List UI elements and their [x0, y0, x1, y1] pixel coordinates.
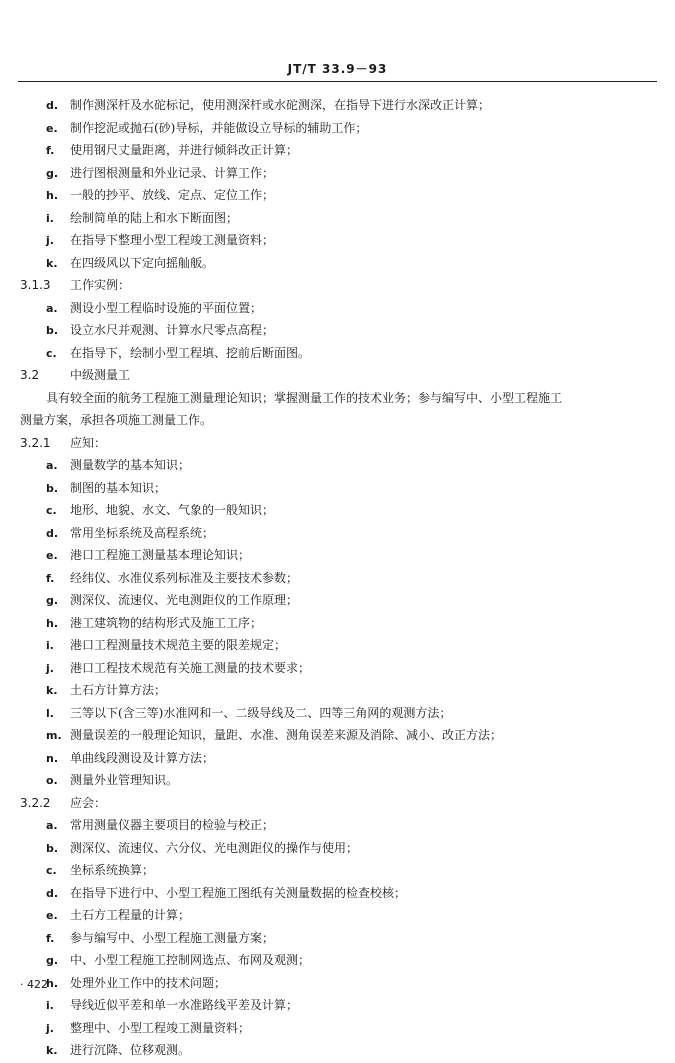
item-letter: e. — [46, 909, 58, 922]
item-letter: n. — [46, 751, 59, 765]
item-letter: m. — [46, 729, 62, 742]
item-letter: f. — [46, 571, 55, 585]
list-item — [20, 1017, 660, 1040]
item-letter: b. — [46, 324, 59, 337]
list-item — [20, 319, 660, 342]
section-number: 3.2 — [20, 368, 40, 382]
item-text: 土石方工程量的计算； — [70, 908, 191, 922]
item-letter: h. — [46, 189, 59, 202]
list-item — [20, 657, 660, 680]
item-text: 进行沉降、位移观测。 — [70, 1043, 191, 1057]
list-item — [20, 769, 660, 792]
item-letter: i. — [46, 211, 54, 225]
item-text: 测深仪、流速仪、六分仪、光电测距仪的操作与使用； — [70, 840, 359, 855]
list-item — [20, 679, 660, 702]
item-letter: b. — [46, 841, 59, 855]
list-item — [20, 949, 660, 972]
list-item — [20, 567, 660, 590]
section-title: 应知： — [70, 435, 107, 450]
list-item — [20, 702, 660, 725]
item-letter: j. — [46, 234, 54, 247]
list-item — [20, 814, 660, 837]
item-text: 进行图根测量和外业记录、计算工作； — [70, 165, 275, 180]
item-text: 参与编写中、小型工程施工测量方案； — [70, 930, 275, 945]
item-letter: l. — [46, 706, 54, 720]
page-number: · 422 — [20, 978, 48, 991]
item-text: 中、小型工程施工控制网选点、布网及观测； — [70, 953, 311, 967]
item-letter: k. — [46, 1044, 58, 1057]
item-letter: k. — [46, 684, 58, 697]
item-letter: e. — [46, 121, 58, 135]
item-letter: f. — [46, 931, 55, 945]
list-item — [20, 162, 660, 185]
list-item — [20, 117, 660, 140]
list-should-know — [20, 454, 660, 792]
item-text: 港工建筑物的结构形式及施工工序； — [70, 615, 263, 630]
section-number: 3.1.3 — [20, 278, 51, 292]
list-item — [20, 252, 660, 275]
list-item — [20, 859, 660, 882]
item-text: 港口工程施工测量基本理论知识； — [70, 548, 251, 562]
item-letter: i. — [46, 639, 54, 652]
item-text: 三等以下(含三等)水准网和一、二级导线及二、四等三角网的观测方法； — [70, 705, 452, 720]
item-text: 常用坐标系统及高程系统； — [70, 525, 215, 540]
list-item — [20, 522, 660, 545]
item-letter: a. — [46, 301, 58, 315]
item-letter: o. — [46, 774, 58, 787]
list-item — [20, 229, 660, 252]
list-item — [20, 882, 660, 905]
list-item — [20, 634, 660, 657]
header-rule — [18, 81, 657, 82]
page-header — [18, 58, 657, 88]
item-letter: d. — [46, 526, 59, 540]
item-letter: b. — [46, 481, 59, 495]
item-text: 一般的抄平、放线、定点、定位工作； — [70, 188, 275, 202]
paragraph-line: 具有较全面的航务工程施工测量理论知识；掌握测量工作的技术业务；参与编写中、小型工程施工 — [46, 390, 563, 405]
item-letter: g. — [46, 594, 59, 607]
list-item — [20, 589, 660, 612]
list-item — [20, 994, 660, 1017]
item-letter: d. — [46, 99, 59, 112]
list-item — [20, 837, 660, 860]
item-text: 整理中、小型工程竣工测量资料； — [70, 1020, 251, 1035]
item-letter: g. — [46, 954, 59, 967]
list-continued — [20, 94, 660, 274]
list-item — [20, 139, 660, 162]
item-text: 设立水尺并观测、计算水尺零点高程； — [70, 323, 275, 337]
list-item — [20, 454, 660, 477]
item-text: 经纬仪、水准仪系列标准及主要技术参数； — [70, 570, 299, 585]
item-text: 港口工程技术规范有关施工测量的技术要求； — [70, 660, 311, 675]
item-letter: f. — [46, 144, 55, 157]
item-letter: c. — [46, 346, 57, 360]
section-heading-3-1-3 — [20, 274, 660, 297]
list-item — [20, 207, 660, 230]
item-text: 测设小型工程临时设施的平面位置； — [70, 300, 263, 315]
list-item — [20, 612, 660, 635]
list-item — [20, 927, 660, 950]
list-item — [20, 544, 660, 567]
item-text: 处理外业工作中的技术问题； — [70, 975, 227, 990]
paragraph-line: 测量方案，承担各项施工测量工作。 — [20, 413, 213, 427]
item-letter: h. — [46, 976, 59, 990]
list-item — [20, 724, 660, 747]
item-text: 制作测深杆及水砣标记，使用测深杆或水砣测深，在指导下进行水深改正计算； — [70, 98, 491, 112]
item-letter: g. — [46, 166, 59, 180]
item-letter: c. — [46, 504, 57, 517]
list-should-be-able — [20, 814, 660, 1062]
item-letter: e. — [46, 549, 58, 562]
item-text: 地形、地貌、水文、气象的一般知识； — [70, 503, 275, 517]
item-text: 在指导下，绘制小型工程填、挖前后断面图。 — [70, 345, 311, 360]
list-item — [20, 342, 660, 365]
item-letter: c. — [46, 864, 57, 877]
item-text: 在指导下整理小型工程竣工测量资料； — [70, 233, 275, 247]
list-item — [20, 1039, 660, 1062]
section-number: 3.2.2 — [20, 795, 51, 810]
item-text: 常用测量仪器主要项目的检验与校正； — [70, 818, 275, 832]
item-letter: k. — [46, 256, 58, 270]
section-title: 应会： — [70, 795, 107, 810]
list-work-examples — [20, 297, 660, 365]
list-item — [20, 747, 660, 770]
list-item — [20, 94, 660, 117]
item-text: 测量数学的基本知识； — [70, 458, 191, 472]
item-text: 单曲线段测设及计算方法； — [70, 750, 215, 765]
item-text: 使用钢尺丈量距离，并进行倾斜改正计算； — [70, 143, 299, 157]
item-text: 测量外业管理知识。 — [70, 773, 179, 787]
item-text: 制作挖泥或抛石(砂)导标，并能做设立导标的辅助工作； — [70, 120, 368, 135]
list-item — [20, 904, 660, 927]
item-text: 测深仪、流速仪、光电测距仪的工作原理； — [70, 593, 299, 607]
list-item — [20, 499, 660, 522]
item-text: 导线近似平差和单一水准路线平差及计算； — [70, 998, 299, 1012]
item-text: 坐标系统换算； — [70, 863, 155, 877]
item-text: 土石方计算方法； — [70, 683, 167, 697]
list-item — [20, 972, 660, 995]
item-text: 在四级风以下定向摇舢舨。 — [70, 255, 215, 270]
list-item — [20, 477, 660, 500]
list-item — [20, 297, 660, 320]
standard-code: JT/T 33.9－93 — [287, 62, 388, 76]
item-text: 测量误差的一般理论知识，量距、水准、测角误差来源及消除、减小、改正方法； — [70, 728, 503, 742]
item-text: 港口工程测量技术规范主要的限差规定； — [70, 638, 287, 652]
item-letter: d. — [46, 886, 59, 900]
list-item — [20, 184, 660, 207]
section-heading-3-2-2 — [20, 792, 660, 815]
item-text: 在指导下进行中、小型工程施工图纸有关测量数据的检查校核； — [70, 885, 407, 900]
item-text: 绘制简单的陆上和水下断面图； — [70, 210, 239, 225]
section-number: 3.2.1 — [20, 435, 51, 450]
item-letter: j. — [46, 661, 54, 675]
section-heading-3-2 — [20, 364, 660, 387]
section-heading-3-2-1 — [20, 432, 660, 455]
page-body — [20, 94, 660, 1062]
item-letter: a. — [46, 819, 58, 832]
item-letter: j. — [46, 1021, 54, 1035]
section-title: 中级测量工 — [70, 368, 131, 382]
item-letter: h. — [46, 616, 59, 630]
item-letter: a. — [46, 459, 58, 472]
item-text: 制图的基本知识； — [70, 480, 167, 495]
item-letter: i. — [46, 999, 54, 1012]
section-title: 工作实例： — [70, 278, 131, 292]
